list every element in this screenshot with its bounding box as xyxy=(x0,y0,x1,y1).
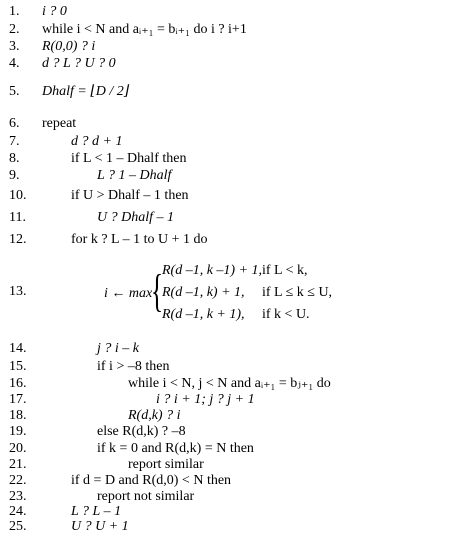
line-number: 10. xyxy=(9,188,27,203)
line-code: if i > –8 then xyxy=(97,359,170,374)
line-code: Dhalf = ⌊D / 2⌋ xyxy=(42,84,130,99)
line-number: 7. xyxy=(9,134,20,149)
line-code: R(0,0) ? i xyxy=(42,39,96,54)
case-expr-2: R(d –1, k) + 1, xyxy=(162,285,245,300)
line-code: d ? L ? U ? 0 xyxy=(42,56,116,71)
line-code: if d = D and R(d,0) < N then xyxy=(71,473,232,488)
line-code: L ? 1 – Dhalf xyxy=(97,168,172,183)
case-cond-3: if k < U. xyxy=(262,307,310,322)
line-number: 1. xyxy=(9,4,20,19)
line-number: 22. xyxy=(9,473,27,488)
line-number: 25. xyxy=(9,519,27,534)
case-cond-2: if L ≤ k ≤ U, xyxy=(262,285,333,300)
line-number: 12. xyxy=(9,232,27,247)
line-number: 14. xyxy=(9,341,27,356)
line-number: 16. xyxy=(9,376,27,391)
line-code: report similar xyxy=(128,457,204,472)
line-number: 8. xyxy=(9,151,20,166)
left-brace-icon: { xyxy=(151,265,164,316)
line-number: 24. xyxy=(9,504,27,519)
line-number: 5. xyxy=(9,84,20,99)
line-number: 17. xyxy=(9,392,27,407)
line-code: if U > Dhalf – 1 then xyxy=(71,188,189,203)
line-code: else R(d,k) ? –8 xyxy=(97,424,186,439)
line-code: j ? i – k xyxy=(97,341,139,356)
equation-lhs: i ← max xyxy=(104,286,153,301)
line-code: U ? Dhalf – 1 xyxy=(97,210,174,225)
line-number: 15. xyxy=(9,359,27,374)
line-code: if L < 1 – Dhalf then xyxy=(71,151,187,166)
line-number: 20. xyxy=(9,441,27,456)
line-number: 6. xyxy=(9,116,20,131)
line-number: 2. xyxy=(9,22,20,37)
line-code: while i < N and aᵢ₊₁ = bᵢ₊₁ do i ? i+1 xyxy=(42,22,247,37)
case-expr-1: R(d –1, k –1) + 1, xyxy=(162,263,263,278)
line-number: 3. xyxy=(9,39,20,54)
line-number: 11. xyxy=(9,210,26,225)
line-code: report not similar xyxy=(97,489,195,504)
line-code: if k = 0 and R(d,k) = N then xyxy=(97,441,254,456)
line-number: 23. xyxy=(9,489,27,504)
line-number: 13. xyxy=(9,284,27,299)
line-number: 9. xyxy=(9,168,20,183)
line-code: L ? L – 1 xyxy=(71,504,122,519)
line-code: d ? d + 1 xyxy=(71,134,123,149)
line-code: U ? U + 1 xyxy=(71,519,129,534)
line-code: repeat xyxy=(42,116,77,131)
line-number: 19. xyxy=(9,424,27,439)
case-expr-3: R(d –1, k + 1), xyxy=(162,307,245,322)
line-code: for k ? L – 1 to U + 1 do xyxy=(71,232,208,247)
line-code: i ? 0 xyxy=(42,4,67,19)
line-code: while i < N, j < N and aᵢ₊₁ = bⱼ₊₁ do xyxy=(128,376,331,391)
case-cond-1: if L < k, xyxy=(262,263,308,278)
algo-line-13-equation xyxy=(0,258,474,328)
line-number: 21. xyxy=(9,457,27,472)
line-code: R(d,k) ? i xyxy=(128,408,181,423)
line-number: 18. xyxy=(9,408,27,423)
line-number: 4. xyxy=(9,56,20,71)
line-code: i ? i + 1; j ? j + 1 xyxy=(156,392,255,407)
